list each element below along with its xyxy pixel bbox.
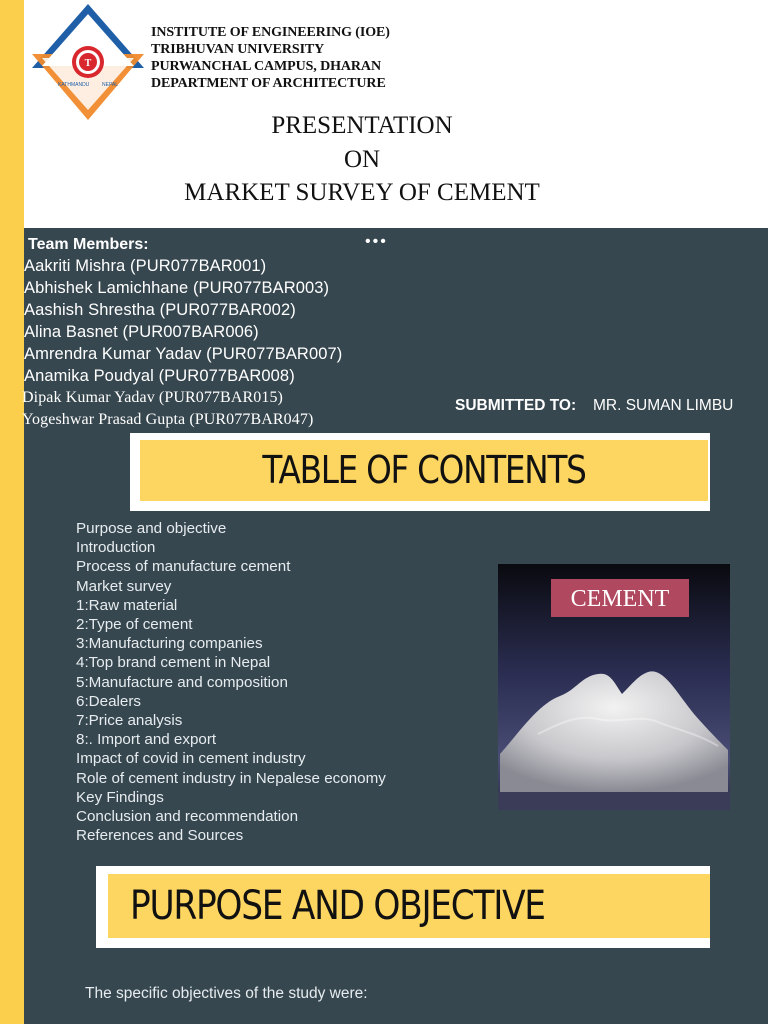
cement-label: CEMENT (570, 586, 670, 612)
purpose-intro-text: The specific objectives of the study were: (85, 985, 368, 1002)
toc-item: Impact of covid in cement industry (76, 750, 306, 767)
toc-item: 1:Raw material (76, 597, 178, 614)
institute-line: PURWANCHAL CAMPUS, DHARAN (151, 59, 381, 74)
institute-line: TRIBHUVAN UNIVERSITY (151, 42, 325, 57)
institute-line: INSTITUTE OF ENGINEERING (IOE) (151, 25, 390, 40)
toc-item: Introduction (76, 539, 156, 556)
toc-item: Market survey (76, 578, 172, 595)
team-member: Dipak Kumar Yadav (PUR077BAR015) (22, 389, 283, 406)
toc-item: 2:Type of cement (76, 616, 193, 633)
presentation-title: PRESENTATION (271, 112, 453, 139)
university-logo (30, 2, 146, 122)
presentation-title: MARKET SURVEY OF CEMENT (184, 179, 540, 206)
toc-item: 4:Top brand cement in Nepal (76, 654, 271, 671)
svg-text:T: T (84, 58, 92, 69)
toc-item: 8:. Import and export (76, 731, 217, 748)
accent-stripe (0, 433, 24, 860)
presentation-title: ON (343, 146, 381, 173)
purpose-title: PURPOSE AND OBJECTIVE (130, 883, 545, 929)
more-dots-icon: ••• (365, 233, 388, 250)
team-member: Amrendra Kumar Yadav (PUR077BAR007) (24, 345, 343, 363)
toc-item: 7:Price analysis (76, 712, 183, 729)
team-member: Anamika Poudyal (PUR077BAR008) (24, 367, 295, 385)
submitted-to-label: SUBMITTED TO: (455, 397, 577, 414)
team-heading: Team Members: (28, 236, 149, 253)
accent-stripe (0, 0, 24, 228)
toc-item: 3:Manufacturing companies (76, 635, 263, 652)
accent-stripe (0, 860, 24, 1024)
team-member: Alina Basnet (PUR007BAR006) (24, 323, 259, 341)
team-member: Aakriti Mishra (PUR077BAR001) (24, 257, 267, 275)
team-member: Yogeshwar Prasad Gupta (PUR077BAR047) (22, 411, 314, 428)
logo-word-right: NEPAL (102, 82, 119, 88)
toc-item: Role of cement industry in Nepalese economy (76, 770, 386, 787)
submitted-to-name: MR. SUMAN LIMBU (593, 397, 734, 414)
team-member: Abhishek Lamichhane (PUR077BAR003) (24, 279, 330, 297)
toc-item: Key Findings (76, 789, 164, 806)
team-member: Aashish Shrestha (PUR077BAR002) (24, 301, 296, 319)
accent-stripe (0, 228, 24, 433)
institute-line: DEPARTMENT OF ARCHITECTURE (151, 76, 386, 91)
toc-item: 5:Manufacture and composition (76, 674, 288, 691)
logo-word-left: KATHMANDU (58, 82, 90, 88)
toc-item: Purpose and objective (76, 520, 227, 537)
toc-item: Process of manufacture cement (76, 558, 291, 575)
toc-item: Conclusion and recommendation (76, 808, 299, 825)
toc-item: 6:Dealers (76, 693, 141, 710)
toc-item: References and Sources (76, 827, 244, 844)
cement-photo (498, 564, 730, 810)
toc-title: TABLE OF CONTENTS (262, 448, 586, 492)
